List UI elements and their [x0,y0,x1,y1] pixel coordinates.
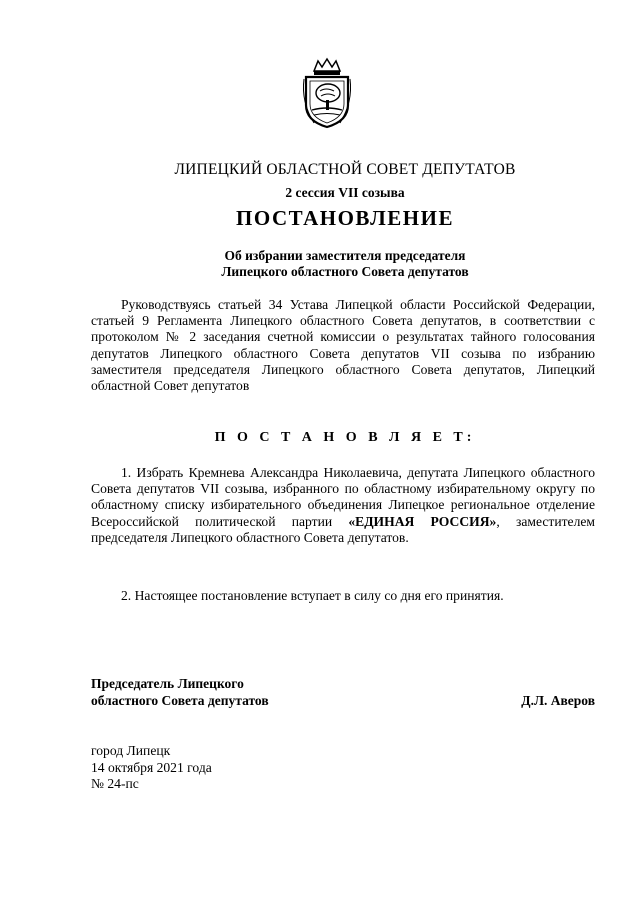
signatory-title [91,676,269,709]
item1-text-after: , заместителем председателя Липецкого областного Совета депутатов. [91,513,595,545]
subject-line-1: Об избрании заместителя председателя [224,248,466,263]
footer-city: город Липецк [91,743,171,758]
subject-line-2: Липецкого областного Совета депутатов [221,264,469,279]
decree-item-2: 2. Настоящее постановление вступает в силу со дня его принятия. [121,588,504,603]
footer-number: № 24-пс [91,776,139,791]
party-name: «ЕДИНАЯ РОССИЯ» [348,513,497,529]
signatory-name: Д.Л. Аверов [521,693,595,708]
organization-name: ЛИПЕЦКИЙ ОБЛАСТНОЙ СОВЕТ ДЕПУТАТОВ [174,161,516,178]
signatory-title-line-1: Председатель Липецкого [91,676,244,691]
signatory-title-line-2: областного Совета депутатов [91,692,269,708]
document-type-title: ПОСТАНОВЛЕНИЕ [236,206,454,230]
session-info: 2 сессия VII созыва [285,185,405,200]
preamble-paragraph: Руководствуясь статьей 34 Устава Липецкой области Российской Федерации, статьей 9 Регламента Липецкого областного Совета депутатов, в соответствии с протоколом № 2 заседания счетной комиссии о результатах тайного голосования депутатов Липецкого областного Совета депутатов VII созыва по избранию заместителя председателя Липецкого областного Совета депутатов, Липецкий областной Совет депутатов [91,297,595,394]
document-subject [0,248,640,280]
document-footer [91,743,212,793]
decree-item-1 [91,465,595,546]
lipetsk-oblast-coat-of-arms-icon [300,57,354,129]
item1-text-before: 1. Избрать Кремнева Александра Николаевича, депутата Липецкого областного Совета депутатов VII созыва, избранного по областному избирательному округу по областному списку избирательного объединения Липецкое региональное отделение Всероссийской политической партии [91,465,595,529]
decree-heading: П О С Т А Н О В Л Я Е Т: [214,430,476,445]
footer-date: 14 октября 2021 года [91,759,212,775]
